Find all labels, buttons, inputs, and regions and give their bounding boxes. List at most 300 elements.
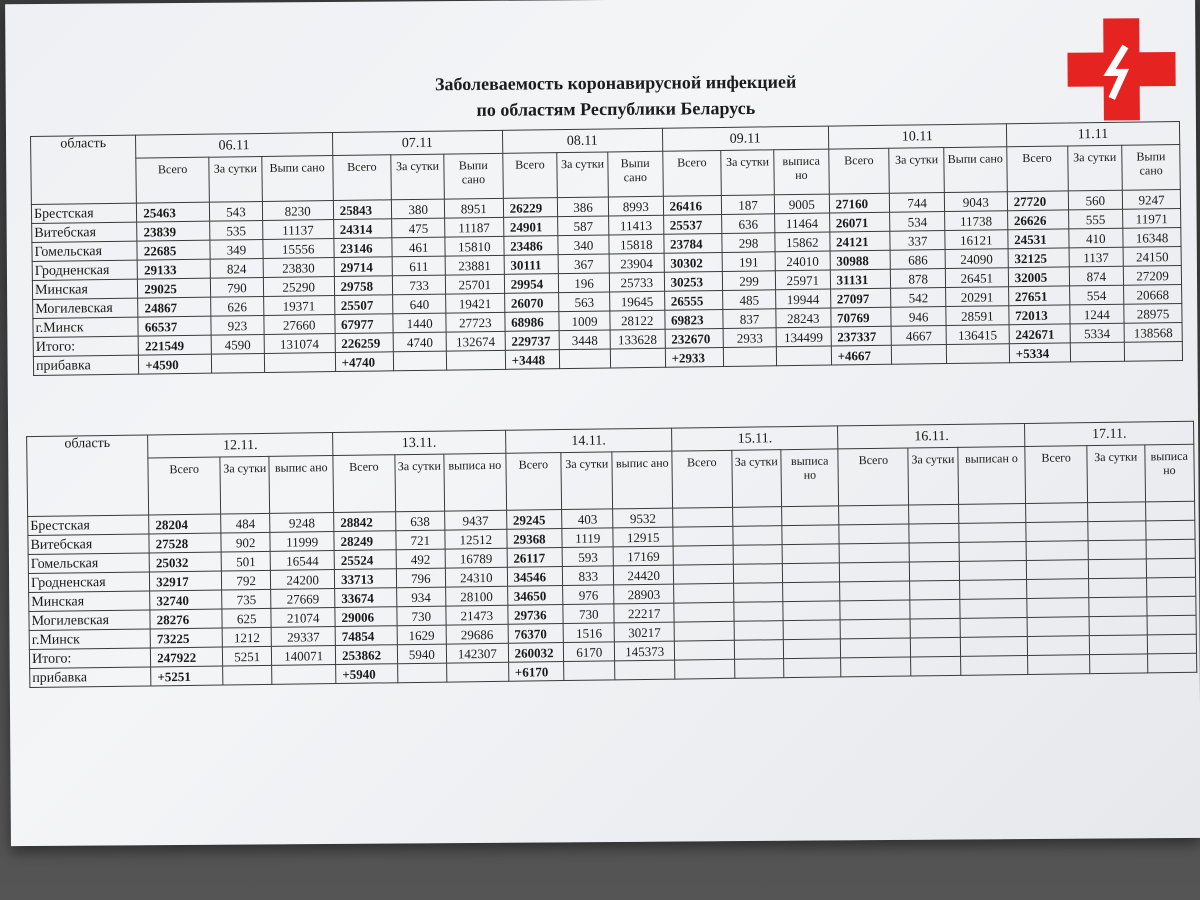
date-header: 10.11 xyxy=(828,124,1006,149)
total-cell xyxy=(1027,617,1089,637)
discharged-cell xyxy=(1146,539,1196,559)
daily-cell: 4740 xyxy=(393,332,446,352)
daily-cell xyxy=(1088,559,1146,579)
discharged-cell xyxy=(960,617,1028,637)
discharged-cell xyxy=(782,544,840,564)
discharged-cell xyxy=(446,350,505,370)
total-cell xyxy=(1026,541,1088,561)
total-cell: 67977 xyxy=(334,314,393,334)
discharged-column-header: Выпи сано xyxy=(444,153,503,199)
total-cell: 253862 xyxy=(335,645,397,665)
discharged-cell: 29686 xyxy=(446,624,508,644)
region-cell: г.Минск xyxy=(33,317,138,337)
daily-cell xyxy=(733,602,783,622)
total-cell xyxy=(841,619,911,639)
region-cell: Итого: xyxy=(29,648,150,669)
daily-cell: 946 xyxy=(891,307,946,327)
daily-cell xyxy=(732,507,782,527)
daily-cell: 1009 xyxy=(559,311,610,331)
daily-column-header: За сутки xyxy=(889,148,944,194)
total-cell: 30988 xyxy=(830,250,891,270)
daily-cell xyxy=(892,345,947,365)
region-cell: Брестская xyxy=(31,203,136,223)
discharged-cell: 19944 xyxy=(776,289,831,309)
total-cell: 25032 xyxy=(149,552,221,572)
discharged-cell: 24090 xyxy=(945,249,1008,269)
daily-cell: 4590 xyxy=(211,334,264,354)
daily-cell xyxy=(910,618,960,638)
total-cell: 28249 xyxy=(334,531,396,551)
total-cell: 23839 xyxy=(137,221,210,241)
date-header: 12.11. xyxy=(148,433,333,458)
paper-sheet xyxy=(5,0,1200,846)
region-cell: Витебская xyxy=(28,534,149,555)
discharged-cell xyxy=(783,620,841,640)
daily-cell: 340 xyxy=(558,235,609,255)
daily-cell: 191 xyxy=(722,252,775,272)
discharged-cell xyxy=(783,601,841,621)
discharged-cell: 11971 xyxy=(1123,208,1181,228)
total-cell: 34650 xyxy=(507,586,563,606)
daily-column-header: За сутки xyxy=(557,152,608,198)
daily-column-header: За сутки xyxy=(1067,145,1122,191)
discharged-cell: 8230 xyxy=(262,201,333,221)
daily-cell: 501 xyxy=(221,551,271,571)
daily-cell: 735 xyxy=(222,589,272,609)
region-cell: Брестская xyxy=(28,515,149,536)
date-header: 16.11. xyxy=(838,423,1025,448)
daily-cell: 461 xyxy=(392,237,445,257)
total-cell: 232670 xyxy=(665,328,724,348)
discharged-cell: 134499 xyxy=(776,327,831,347)
daily-cell xyxy=(1089,616,1147,636)
total-column-header: Всего xyxy=(506,453,562,511)
daily-cell: 349 xyxy=(210,239,263,259)
daily-cell xyxy=(1088,521,1146,541)
total-cell: 28204 xyxy=(149,514,221,534)
discharged-cell: 131074 xyxy=(264,334,335,354)
daily-cell: 636 xyxy=(722,214,775,234)
total-cell xyxy=(839,524,909,544)
daily-cell: 380 xyxy=(392,199,445,219)
total-cell: 260032 xyxy=(508,643,564,663)
daily-cell: 593 xyxy=(562,547,614,567)
discharged-cell: 12915 xyxy=(613,527,673,547)
total-cell: 32125 xyxy=(1008,248,1069,268)
daily-cell xyxy=(724,347,777,367)
total-column-header: Всего xyxy=(838,448,909,506)
daily-cell: 796 xyxy=(396,568,446,588)
total-cell: 32740 xyxy=(150,590,222,610)
total-column-header: Всего xyxy=(332,155,391,201)
region-cell: Могилевская xyxy=(33,298,138,318)
daily-cell: 792 xyxy=(221,570,271,590)
daily-cell xyxy=(909,523,959,543)
discharged-cell: 23830 xyxy=(263,258,334,278)
date-header: 14.11. xyxy=(505,428,672,453)
daily-cell: 878 xyxy=(891,269,946,289)
table-first-week xyxy=(30,121,1183,376)
total-cell: 73225 xyxy=(150,628,222,648)
total-cell: 23146 xyxy=(333,238,392,258)
discharged-cell: 25290 xyxy=(263,277,334,297)
total-cell: 26555 xyxy=(664,290,723,310)
daily-cell xyxy=(397,663,447,683)
discharged-cell: 22217 xyxy=(614,603,674,623)
daily-cell: 611 xyxy=(392,256,445,276)
total-cell: 23784 xyxy=(663,233,722,253)
discharged-cell xyxy=(615,660,675,680)
total-cell xyxy=(1027,579,1089,599)
total-cell: 25463 xyxy=(137,202,210,222)
discharged-cell: 27660 xyxy=(264,315,335,335)
daily-cell xyxy=(1089,635,1147,655)
discharged-cell: 16121 xyxy=(945,230,1008,250)
daily-column-header: За сутки xyxy=(209,156,262,202)
daily-cell: 1440 xyxy=(393,313,446,333)
discharged-cell: 142307 xyxy=(446,643,508,663)
daily-cell: 2933 xyxy=(723,328,776,348)
total-cell: 29133 xyxy=(137,259,210,279)
total-cell: 29368 xyxy=(506,529,562,549)
daily-cell: 187 xyxy=(722,195,775,215)
total-cell: 247922 xyxy=(151,647,223,667)
total-cell: 26070 xyxy=(504,293,559,313)
discharged-cell: 8951 xyxy=(444,198,503,218)
total-cell: 68986 xyxy=(505,312,560,332)
daily-cell: 298 xyxy=(722,233,775,253)
discharged-cell xyxy=(1147,653,1197,673)
area-column-header: область xyxy=(31,135,137,204)
discharged-cell: 29337 xyxy=(272,627,336,647)
discharged-cell: 21074 xyxy=(271,608,335,628)
total-cell: 74854 xyxy=(335,626,397,646)
discharged-cell: 140071 xyxy=(272,646,336,666)
discharged-cell: 11464 xyxy=(775,213,830,233)
date-header: 17.11. xyxy=(1025,421,1194,446)
discharged-cell: 11999 xyxy=(270,532,334,552)
total-cell: 221549 xyxy=(138,335,211,355)
discharged-cell: 9247 xyxy=(1122,189,1180,209)
discharged-cell xyxy=(959,541,1027,561)
total-cell xyxy=(674,640,734,660)
total-cell: 237337 xyxy=(831,326,892,346)
daily-cell: 1119 xyxy=(562,528,614,548)
total-cell: 33674 xyxy=(335,588,397,608)
daily-column-header: За сутки xyxy=(561,452,613,510)
total-cell xyxy=(1027,598,1089,618)
discharged-cell: 138568 xyxy=(1124,322,1182,342)
total-column-header: Всего xyxy=(136,157,209,203)
total-column-header: Всего xyxy=(333,455,395,513)
discharged-cell: 15862 xyxy=(775,232,830,252)
daily-cell xyxy=(560,349,611,369)
discharged-cell: 16544 xyxy=(271,551,335,571)
total-cell xyxy=(1027,560,1089,580)
discharged-cell: 19421 xyxy=(446,293,505,313)
red-cross-logo xyxy=(1065,16,1178,123)
total-cell: 26626 xyxy=(1007,210,1068,230)
discharged-cell xyxy=(272,665,336,685)
daily-cell: 5334 xyxy=(1070,323,1125,343)
discharged-cell xyxy=(447,662,509,682)
daily-column-header: За сутки xyxy=(220,456,270,514)
total-cell: +6170 xyxy=(508,662,564,682)
daily-cell: 484 xyxy=(221,513,271,533)
discharged-cell xyxy=(960,655,1028,675)
daily-cell: 934 xyxy=(396,587,446,607)
total-cell xyxy=(840,581,910,601)
daily-cell xyxy=(734,640,784,660)
total-cell: 24867 xyxy=(138,297,211,317)
daily-column-header: За сутки xyxy=(721,150,774,196)
daily-cell: 337 xyxy=(890,231,945,251)
total-cell: 66537 xyxy=(138,316,211,336)
total-cell: 23486 xyxy=(504,236,559,256)
total-cell: 32917 xyxy=(150,571,222,591)
discharged-cell: 11137 xyxy=(262,220,333,240)
daily-cell: 902 xyxy=(221,532,271,552)
total-cell: 28276 xyxy=(150,609,222,629)
total-column-header: Всего xyxy=(828,148,889,194)
discharged-cell: 28591 xyxy=(946,306,1009,326)
discharged-cell: 11187 xyxy=(445,217,504,237)
daily-cell: 6170 xyxy=(563,642,615,662)
discharged-cell xyxy=(1124,341,1182,361)
discharged-cell: 27209 xyxy=(1123,265,1181,285)
discharged-cell: 24010 xyxy=(775,251,830,271)
daily-cell: 640 xyxy=(393,294,446,314)
daily-cell: 299 xyxy=(723,271,776,291)
total-cell: 29245 xyxy=(506,510,562,530)
daily-cell: 733 xyxy=(393,275,446,295)
daily-cell: 587 xyxy=(558,216,609,236)
discharged-cell xyxy=(959,560,1027,580)
total-cell: 33713 xyxy=(334,569,396,589)
discharged-cell: 20291 xyxy=(946,287,1009,307)
discharged-cell: 28122 xyxy=(610,310,665,330)
daily-cell: 790 xyxy=(211,277,264,297)
discharged-cell: 28243 xyxy=(776,308,831,328)
discharged-cell: 27723 xyxy=(446,312,505,332)
daily-cell: 923 xyxy=(211,315,264,335)
total-cell xyxy=(1028,636,1090,656)
table-second-week xyxy=(26,421,1197,688)
discharged-cell xyxy=(1146,596,1196,616)
discharged-cell xyxy=(783,639,841,659)
total-cell: 31131 xyxy=(830,269,891,289)
region-cell: Минская xyxy=(29,591,150,612)
daily-cell: 542 xyxy=(891,288,946,308)
daily-cell: 686 xyxy=(890,250,945,270)
discharged-cell: 25733 xyxy=(609,272,664,292)
discharged-column-header: Выпи сано xyxy=(262,156,333,202)
total-cell xyxy=(673,526,733,546)
discharged-cell: 19371 xyxy=(263,296,334,316)
total-cell: +4667 xyxy=(831,345,892,365)
daily-cell: 492 xyxy=(396,549,446,569)
total-cell: 30302 xyxy=(664,252,723,272)
discharged-cell: 28903 xyxy=(614,584,674,604)
daily-cell: 534 xyxy=(890,212,945,232)
daily-cell xyxy=(1070,342,1125,362)
discharged-column-header: выписа но xyxy=(781,449,839,507)
total-cell: 70769 xyxy=(830,307,891,327)
discharged-cell: 16348 xyxy=(1123,227,1181,247)
daily-cell: 386 xyxy=(558,197,609,217)
total-cell: 27651 xyxy=(1008,286,1069,306)
discharged-cell: 133628 xyxy=(610,329,665,349)
discharged-cell: 27669 xyxy=(271,589,335,609)
total-cell xyxy=(841,638,911,658)
total-cell: 27528 xyxy=(149,533,221,553)
discharged-column-header: выпис ано xyxy=(269,456,333,514)
total-cell: +4590 xyxy=(139,354,212,374)
discharged-cell xyxy=(783,582,841,602)
date-header: 15.11. xyxy=(672,426,839,451)
discharged-cell xyxy=(1147,634,1197,654)
total-cell: +3448 xyxy=(505,350,560,370)
discharged-column-header: Выпи сано xyxy=(608,151,663,197)
daily-cell: 535 xyxy=(210,220,263,240)
discharged-cell: 17169 xyxy=(614,546,674,566)
total-cell: 26071 xyxy=(829,212,890,232)
total-column-header: Всего xyxy=(662,150,721,196)
daily-column-header: За сутки xyxy=(908,447,958,505)
daily-column-header: За сутки xyxy=(1087,445,1145,503)
discharged-cell: 28975 xyxy=(1124,303,1182,323)
total-cell: 29714 xyxy=(334,257,393,277)
daily-cell xyxy=(1088,502,1146,522)
daily-cell: 721 xyxy=(396,530,446,550)
daily-cell: 5251 xyxy=(222,646,272,666)
region-cell: прибавка xyxy=(33,355,138,375)
total-cell xyxy=(674,621,734,641)
discharged-cell xyxy=(1146,577,1196,597)
daily-cell: 5940 xyxy=(397,644,447,664)
total-cell: 34546 xyxy=(507,567,563,587)
title-line-1: Заболеваемость коронавирусной инфекцией xyxy=(434,71,797,95)
total-cell: +2933 xyxy=(665,347,724,367)
daily-cell: 560 xyxy=(1068,190,1123,210)
region-cell: Витебская xyxy=(32,222,137,242)
daily-cell xyxy=(733,545,783,565)
discharged-cell: 24150 xyxy=(1123,246,1181,266)
total-cell xyxy=(674,583,734,603)
discharged-cell: 25701 xyxy=(445,274,504,294)
total-cell: 26416 xyxy=(663,195,722,215)
discharged-cell: 8993 xyxy=(608,196,663,216)
daily-cell: 3448 xyxy=(559,330,610,350)
discharged-cell xyxy=(1145,520,1195,540)
date-header: 06.11 xyxy=(136,133,333,159)
discharged-cell: 25971 xyxy=(775,270,830,290)
discharged-cell xyxy=(264,353,335,373)
discharged-cell: 23904 xyxy=(609,253,664,273)
discharged-column-header: Выпи сано xyxy=(944,147,1007,193)
daily-cell: 626 xyxy=(211,296,264,316)
total-cell: 29736 xyxy=(507,605,563,625)
discharged-cell xyxy=(782,506,840,526)
discharged-cell: 11738 xyxy=(945,211,1008,231)
discharged-cell xyxy=(610,348,665,368)
daily-cell xyxy=(1088,540,1146,560)
total-cell xyxy=(1028,655,1090,675)
region-cell: Гомельская xyxy=(28,553,149,574)
daily-cell: 824 xyxy=(210,258,263,278)
daily-cell: 1629 xyxy=(397,625,447,645)
daily-cell: 1137 xyxy=(1069,247,1124,267)
discharged-cell xyxy=(782,563,840,583)
total-cell: 32005 xyxy=(1008,267,1069,287)
total-cell: 28842 xyxy=(334,512,396,532)
region-cell: Гродненская xyxy=(32,260,137,280)
discharged-cell xyxy=(783,658,841,678)
total-cell xyxy=(840,543,910,563)
date-header: 09.11 xyxy=(662,126,828,151)
total-cell: 27160 xyxy=(829,193,890,213)
total-cell: +5334 xyxy=(1009,343,1070,363)
daily-cell xyxy=(564,661,616,681)
discharged-cell: 23881 xyxy=(445,255,504,275)
discharged-cell: 21473 xyxy=(446,605,508,625)
discharged-cell: 16789 xyxy=(445,548,507,568)
date-header: 07.11 xyxy=(332,130,502,155)
total-cell: +5940 xyxy=(336,664,398,684)
discharged-cell xyxy=(1145,501,1195,521)
daily-cell xyxy=(910,580,960,600)
total-cell: 242671 xyxy=(1009,324,1070,344)
region-cell: Гродненская xyxy=(28,572,149,593)
discharged-cell: 12512 xyxy=(445,529,507,549)
daily-cell xyxy=(734,659,784,679)
region-cell: г.Минск xyxy=(29,629,150,650)
daily-cell xyxy=(909,542,959,562)
daily-cell xyxy=(1089,578,1147,598)
total-cell xyxy=(673,507,733,527)
total-cell: 26229 xyxy=(503,198,558,218)
discharged-cell: 24200 xyxy=(271,570,335,590)
daily-cell: 638 xyxy=(395,511,445,531)
daily-cell: 837 xyxy=(723,309,776,329)
total-cell: 29006 xyxy=(335,607,397,627)
discharged-cell xyxy=(1146,558,1196,578)
total-cell: 30253 xyxy=(664,271,723,291)
discharged-cell: 9248 xyxy=(270,513,334,533)
daily-cell: 367 xyxy=(558,254,609,274)
discharged-column-header: выписа но xyxy=(444,453,506,511)
daily-cell: 403 xyxy=(562,509,614,529)
discharged-cell xyxy=(959,598,1027,618)
daily-cell: 410 xyxy=(1068,228,1123,248)
total-column-header: Всего xyxy=(1007,146,1068,192)
daily-cell xyxy=(909,504,959,524)
discharged-column-header: Выпи сано xyxy=(1122,144,1180,190)
daily-cell xyxy=(910,561,960,581)
discharged-cell xyxy=(960,636,1028,656)
discharged-cell: 15818 xyxy=(609,234,664,254)
daily-cell: 625 xyxy=(222,608,272,628)
region-cell: Могилевская xyxy=(29,610,150,631)
daily-cell: 833 xyxy=(562,566,614,586)
total-column-header: Всего xyxy=(1025,446,1087,504)
daily-cell: 555 xyxy=(1068,209,1123,229)
daily-cell xyxy=(732,526,782,546)
total-cell xyxy=(840,562,910,582)
total-cell: 69823 xyxy=(664,309,723,329)
daily-cell: 730 xyxy=(397,606,447,626)
daily-cell: 196 xyxy=(559,273,610,293)
